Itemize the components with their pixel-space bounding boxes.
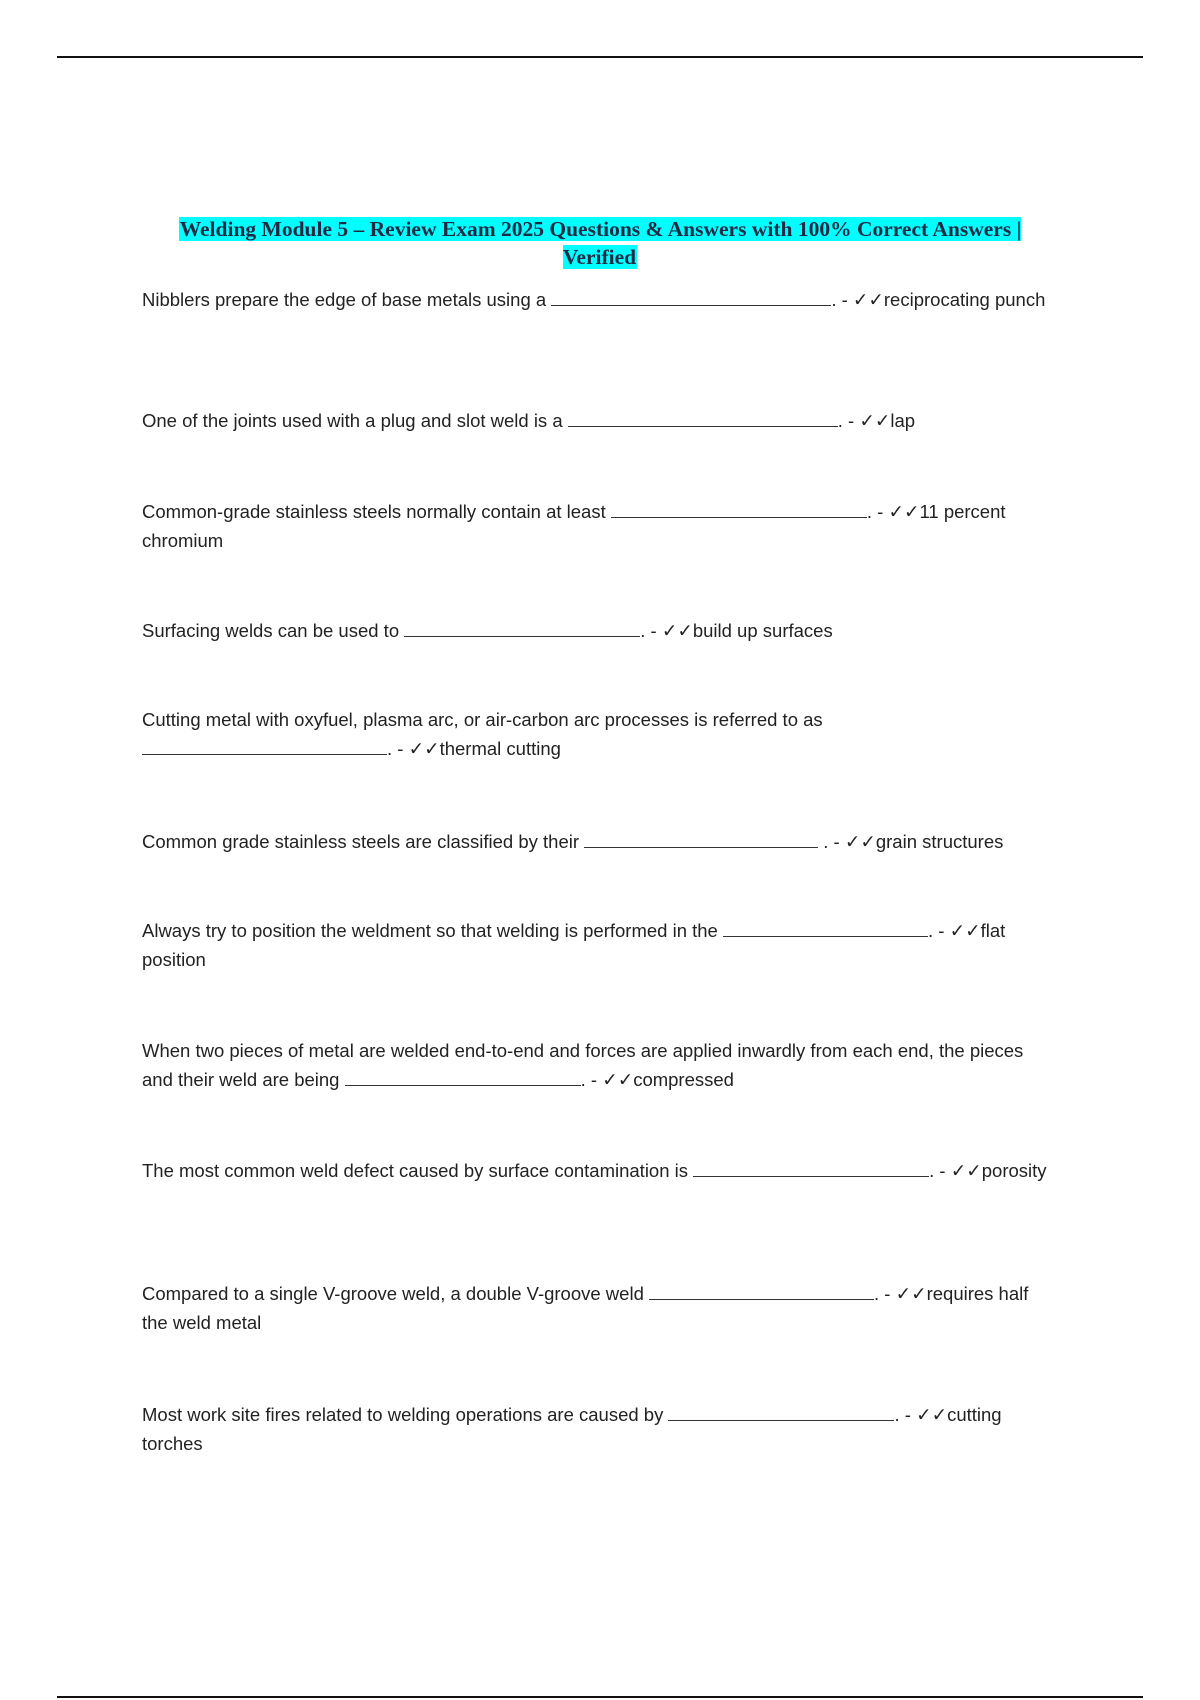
question-text: When two pieces of metal are welded end-to-end and forces are applied inwardly from each end, the pieces and their weld are being xyxy=(142,1040,1024,1090)
answer-text: . - ✓✓lap xyxy=(837,410,916,431)
question-text: Common grade stainless steels are classified by their xyxy=(142,831,585,852)
question-text: Cutting metal with oxyfuel, plasma arc, or air-carbon arc processes is referred to as xyxy=(142,709,823,730)
question-item xyxy=(142,1037,1057,1094)
question-text: Always try to position the weldment so that welding is performed in the xyxy=(142,920,723,941)
answer-blank xyxy=(611,498,867,518)
question-item xyxy=(142,407,1057,436)
answer-blank xyxy=(649,1280,874,1300)
question-item xyxy=(142,1157,1057,1186)
top-rule xyxy=(57,56,1143,58)
question-item xyxy=(142,917,1057,974)
answer-blank xyxy=(693,1157,929,1177)
answer-text: . - ✓✓flat position xyxy=(142,920,1006,970)
answer-blank xyxy=(568,407,838,427)
question-item xyxy=(142,617,1057,646)
answer-text: . - ✓✓compressed xyxy=(580,1068,734,1090)
answer-blank xyxy=(551,286,831,306)
answer-blank xyxy=(668,1401,894,1421)
question-text: The most common weld defect caused by surface contamination is xyxy=(142,1160,694,1181)
question-text: Most work site fires related to welding operations are caused by xyxy=(142,1404,669,1425)
answer-blank xyxy=(345,1066,581,1086)
document-title: Welding Module 5 – Review Exam 2025 Questions & Answers with 100% Correct Answers | Verified xyxy=(179,217,1022,269)
question-item xyxy=(142,286,1057,315)
answer-text: . - ✓✓11 percent chromium xyxy=(142,501,1006,551)
answer-text: . - ✓✓reciprocating punch xyxy=(831,289,1046,310)
answer-text: . - ✓✓cutting torches xyxy=(142,1404,1002,1454)
question-item xyxy=(142,1280,1057,1337)
question-item xyxy=(142,828,1057,857)
answer-text: . - ✓✓requires half the weld metal xyxy=(142,1283,1029,1333)
question-text: Compared to a single V-groove weld, a double V-groove weld xyxy=(142,1283,649,1304)
question-item xyxy=(142,1401,1057,1458)
answer-text: . - ✓✓thermal cutting xyxy=(387,737,561,759)
question-item xyxy=(142,498,1057,555)
question-text: Nibblers prepare the edge of base metals using a xyxy=(142,289,552,310)
answer-text: . - ✓✓grain structures xyxy=(818,831,1004,852)
answer-blank xyxy=(584,828,818,848)
answer-text: . - ✓✓porosity xyxy=(929,1160,1047,1181)
question-text: Common-grade stainless steels normally contain at least xyxy=(142,501,611,522)
bottom-rule xyxy=(57,1696,1143,1698)
question-text: Surfacing welds can be used to xyxy=(142,620,405,641)
document-title-block xyxy=(140,215,1060,271)
answer-blank xyxy=(723,917,928,937)
question-item xyxy=(142,706,1057,763)
answer-blank xyxy=(404,617,640,637)
answer-text: . - ✓✓build up surfaces xyxy=(640,620,833,641)
answer-blank xyxy=(142,735,387,755)
question-text: One of the joints used with a plug and slot weld is a xyxy=(142,410,568,431)
